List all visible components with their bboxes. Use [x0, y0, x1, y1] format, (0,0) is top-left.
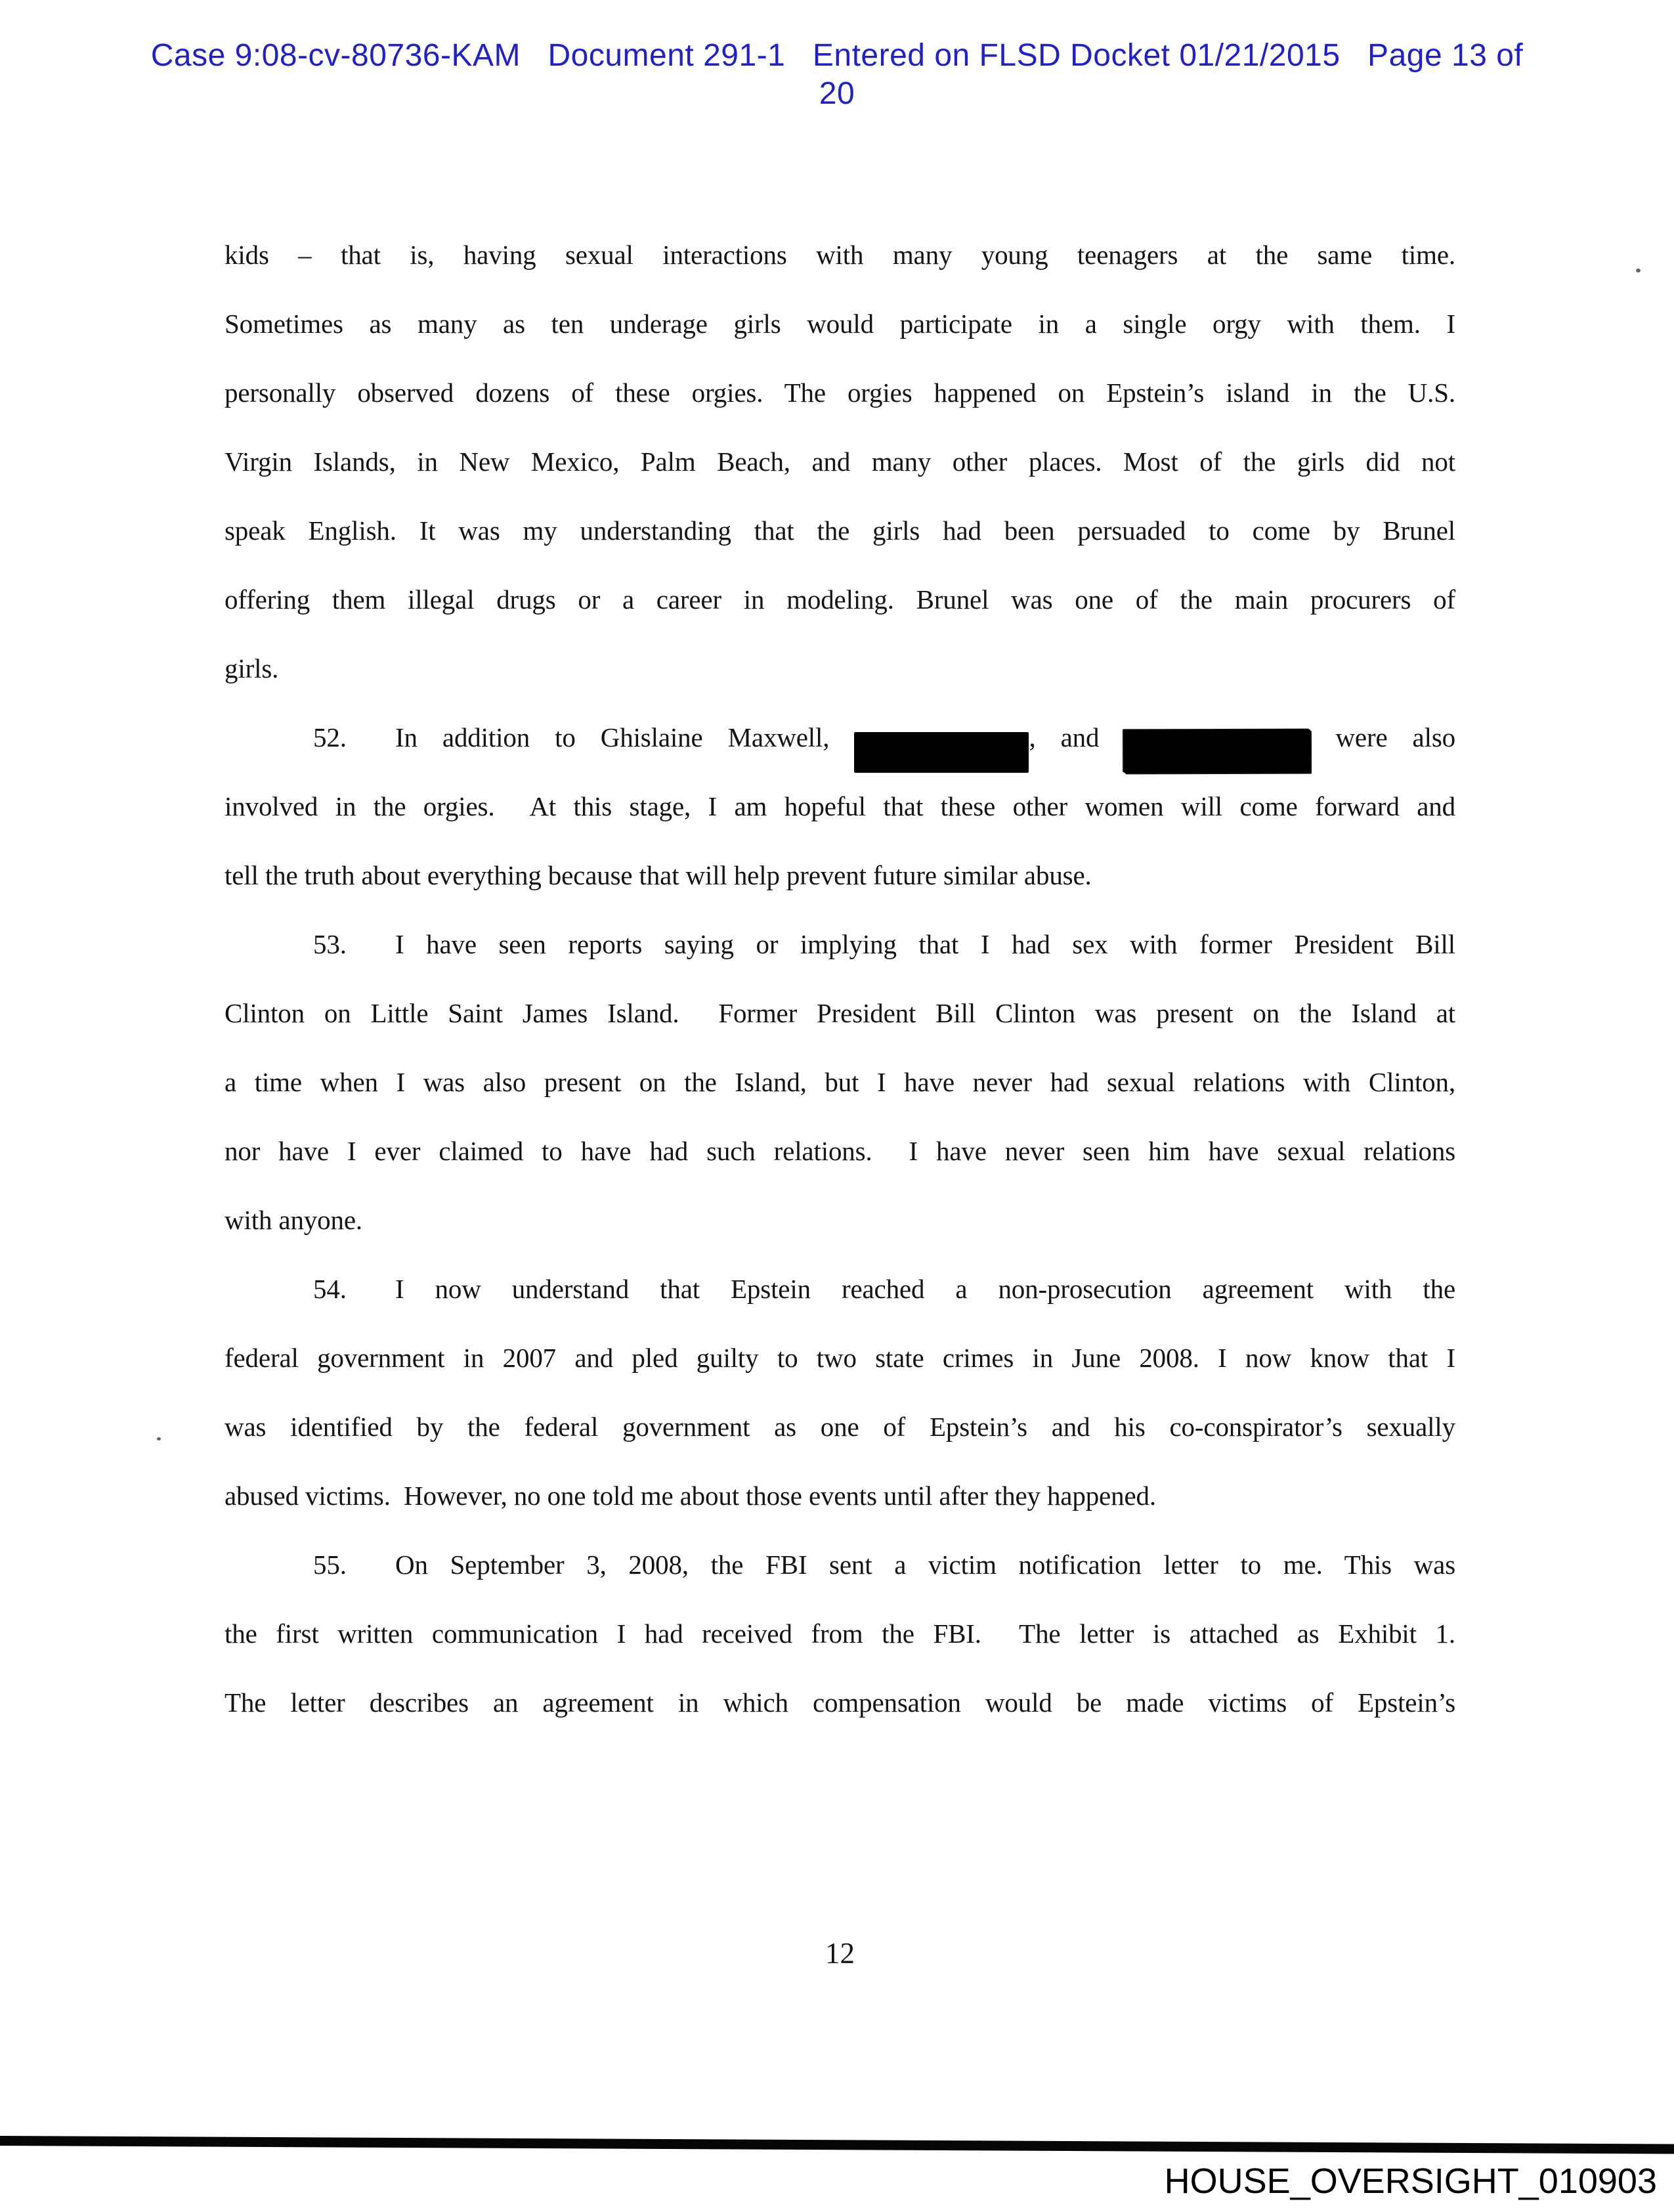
court-header-line1: Case 9:08-cv-80736-KAM Document 291-1 Entered on FLSD Docket 01/21/2015 Page 13 of — [150, 38, 1524, 73]
page-number: 12 — [825, 1937, 855, 1970]
redaction-box — [1124, 729, 1310, 773]
paragraph-number: 55. — [313, 1550, 347, 1580]
text-line: The letter describes an agreement in which compensation would be made victims of Epstein’s — [225, 1687, 1455, 1718]
text-line: abused victims. However, no one told me about those events until after they happened. — [225, 1481, 1156, 1511]
text-line: tell the truth about everything because that will help prevent future similar abuse. — [225, 860, 1092, 890]
paragraph-number: 54. — [313, 1274, 347, 1304]
text-line: Clinton on Little Saint James Island. Former President Bill Clinton was present on the Island at — [225, 998, 1455, 1028]
text-line: nor have I ever claimed to have had such relations. I have never seen him have sexual relations — [225, 1136, 1455, 1166]
scan-speck — [1636, 269, 1641, 272]
text-line: girls. — [225, 653, 279, 683]
text-line: speak English. It was my understanding that the girls had been persuaded to come by Brunel — [225, 515, 1455, 546]
text-line: Sometimes as many as ten underage girls would participate in a single orgy with them. I — [225, 309, 1455, 339]
court-header — [0, 37, 1674, 113]
redaction-box — [854, 732, 1029, 773]
text-line: Virgin Islands, in New Mexico, Palm Beach, and many other places. Most of the girls did not — [225, 446, 1455, 477]
text-line: 54. I now understand that Epstein reached a non-prosecution agreement with the — [225, 1255, 1455, 1324]
court-header-line2: 20 — [819, 76, 855, 111]
document-body — [225, 221, 1455, 1737]
text-line: 53. I have seen reports saying or implying that I had sex with former President Bill — [225, 910, 1455, 979]
text-line: offering them illegal drugs or a career in modeling. Brunel was one of the main procurers of — [225, 584, 1455, 615]
scan-speck — [157, 1437, 161, 1441]
text-line: 55. On September 3, 2008, the FBI sent a victim notification letter to me. This was — [225, 1530, 1455, 1599]
paragraph-number: 52. — [313, 722, 347, 752]
text-line: personally observed dozens of these orgies. The orgies happened on Epstein’s island in the U.S. — [225, 378, 1455, 408]
footer-scan-bar — [0, 2136, 1674, 2154]
text-line: was identified by the federal government as one of Epstein’s and his co-conspirator’s sexually — [225, 1412, 1455, 1442]
text-line: kids – that is, having sexual interactions with many young teenagers at the same time. — [225, 240, 1455, 270]
text-line: 52. In addition to Ghislaine Maxwell, , and were also — [225, 703, 1455, 772]
bates-number: HOUSE_OVERSIGHT_010903 — [1164, 2161, 1657, 2201]
text-line: involved in the orgies. At this stage, I am hopeful that these other women will come forward and — [225, 791, 1455, 821]
paragraph-number: 53. — [313, 929, 347, 959]
text-line: a time when I was also present on the Island, but I have never had sexual relations with Clinton, — [225, 1067, 1455, 1097]
text-line: the first written communication I had received from the FBI. The letter is attached as Exhibit 1. — [225, 1618, 1455, 1649]
text-line: with anyone. — [225, 1205, 362, 1235]
text-line: federal government in 2007 and pled guilty to two state crimes in June 2008. I now know that I — [225, 1343, 1455, 1373]
